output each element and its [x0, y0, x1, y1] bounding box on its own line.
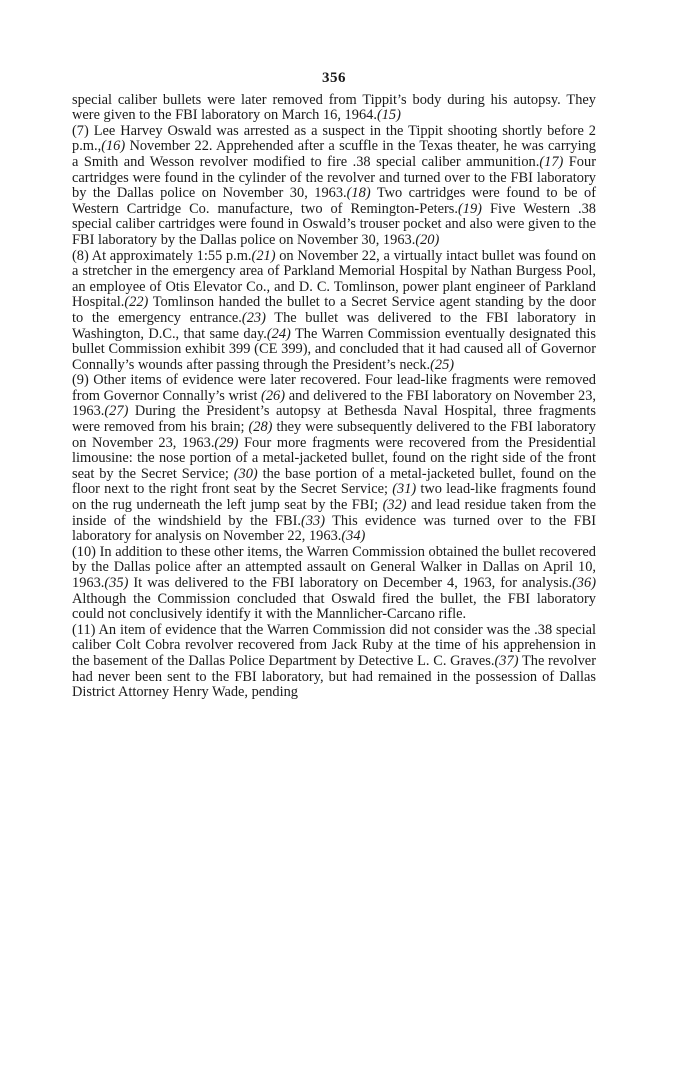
text-run: the base portion of a metal-jacketed bullet, found on the floor next to the right front seat by the Secret Service; [72, 465, 596, 498]
page-number: 356 [322, 70, 346, 86]
footnote-ref: (22) [124, 294, 149, 311]
paragraph-9 [72, 373, 596, 545]
text-run: (11) An item of evidence that the Warren Commission did not consider was the .38 special caliber Colt Cobra revolver recovered from Jack Ruby at the time of his apprehension in the basement of the Dallas Police Department by Detective L. C. Graves. [72, 621, 596, 669]
footnote-ref: (26) [261, 387, 286, 404]
footnote-ref: (17) [539, 153, 564, 170]
text-run: Four more fragments were recovered from the Presidential limousine: the nose portion of a metal-jacketed bullet, found on the right side of the front seat by the Secret Service; [72, 434, 596, 482]
text-run: The bullet was delivered to the FBI laboratory in Washington, D.C., that same day. [72, 309, 596, 342]
footnote-ref: (30) [233, 465, 258, 482]
text-run: Tomlinson handed the bullet to a Secret Service agent standing by the door to the emergency entrance. [72, 294, 596, 326]
text-run: on November 22, a virtually intact bullet was found on a stretcher in the emergency area of Parkland Memorial Hospital by Nathan Burgess Pool, an employee of Otis Elevator Co., and D. C. Tomlinson, power plant engineer of Parkland Hospital. [72, 247, 596, 311]
footnote-ref: (25) [430, 356, 455, 373]
text-run: two lead-like fragments found on the rug underneath the left jump seat by the FBI; [72, 481, 597, 514]
text-run: This evidence was turned over to the FBI laboratory for analysis on November 22, 1963. [72, 512, 596, 545]
footnote-ref: (33) [301, 512, 326, 529]
text-run: they were subsequently delivered to the FBI laboratory on November 23, 1963. [72, 419, 596, 451]
footnote-ref: (34) [341, 528, 366, 545]
text-run: Five Western .38 special caliber cartridges were found in Oswald’s trouser pocket and also were given to the FBI laboratory by the Dallas police on November 30, 1963. [72, 200, 596, 248]
footnote-ref: (29) [214, 434, 239, 451]
paragraph-10 [72, 545, 596, 623]
footnote-ref: (36) [572, 575, 596, 591]
text-run: (8) At approximately 1:55 p.m. [72, 247, 252, 264]
text-run: (10) In addition to these other items, the Warren Commission obtained the bullet recovered by the Dallas police after an attempted assault on General Walker in Dallas on April 10, 1963. [72, 543, 596, 591]
text-run: (7) Lee Harvey Oswald was arrested as a suspect in the Tippit shooting shortly before 2 p.m., [72, 122, 596, 155]
text-run: (9) Other items of evidence were later recovered. Four lead-like fragments were removed from Governor Connally’s wrist [72, 372, 596, 404]
text-run: and delivered to the FBI laboratory on November 23, 1963. [72, 387, 597, 420]
footnote-ref: (31) [392, 481, 417, 498]
text-run: During the President’s autopsy at Bethesda Naval Hospital, three fragments were removed from his brain; [72, 403, 596, 436]
text-run: and lead residue taken from the inside of the windshield by the FBI. [72, 497, 597, 529]
footnote-ref: (19) [457, 200, 482, 217]
text-run: The revolver had never been sent to the FBI laboratory, but had remained in the possession of Dallas District Attorney Henry Wade, pending [72, 652, 596, 701]
paragraph-continuation [72, 93, 596, 124]
paragraph-7 [72, 124, 596, 249]
footnote-ref: (32) [382, 497, 407, 514]
footnote-ref: (20) [415, 231, 440, 248]
text-run: November 22. Apprehended after a scuffle in the Texas theater, he was carrying a Smith and Wesson revolver modified to fire .38 special caliber ammunition. [72, 138, 596, 170]
paragraph-11 [72, 623, 596, 701]
footnote-ref: (15) [376, 107, 401, 124]
text-run: Although the Commission concluded that Oswald fired the bullet, the FBI laboratory could not conclusively identify it with the Mannlicher-Carcano rifle. [72, 590, 596, 623]
document-page [72, 71, 596, 701]
text-run: Two cartridges were found to be of Western Cartridge Co. manufacture, two of Remington-Peters. [72, 185, 597, 217]
footnote-ref: (23) [241, 309, 266, 326]
footnote-ref: (27) [104, 403, 129, 420]
text-run: It was delivered to the FBI laboratory on December 4, 1963, for analysis. [128, 575, 573, 591]
text-run: The Warren Commission eventually designated this bullet Commission exhibit 399 (CE 399), and concluded that it had caused all of Governor Connally’s wounds after passing through the President’s neck. [72, 325, 596, 373]
paragraph-8 [72, 249, 596, 374]
footnote-ref: (37) [494, 652, 519, 669]
footnote-ref: (21) [251, 247, 276, 264]
text-run: special caliber bullets were later removed from Tippit’s body during his autopsy. They were given to the FBI laboratory on March 16, 1964. [72, 91, 596, 124]
text-run: Four cartridges were found in the cylinder of the revolver and turned over to the FBI laboratory by the Dallas police on November 30, 1963. [72, 153, 596, 202]
footnote-ref: (18) [346, 185, 371, 202]
footnote-ref: (24) [266, 325, 291, 342]
footnote-ref: (35) [104, 575, 129, 591]
footnote-ref: (28) [248, 419, 273, 436]
footnote-ref: (16) [101, 138, 126, 155]
